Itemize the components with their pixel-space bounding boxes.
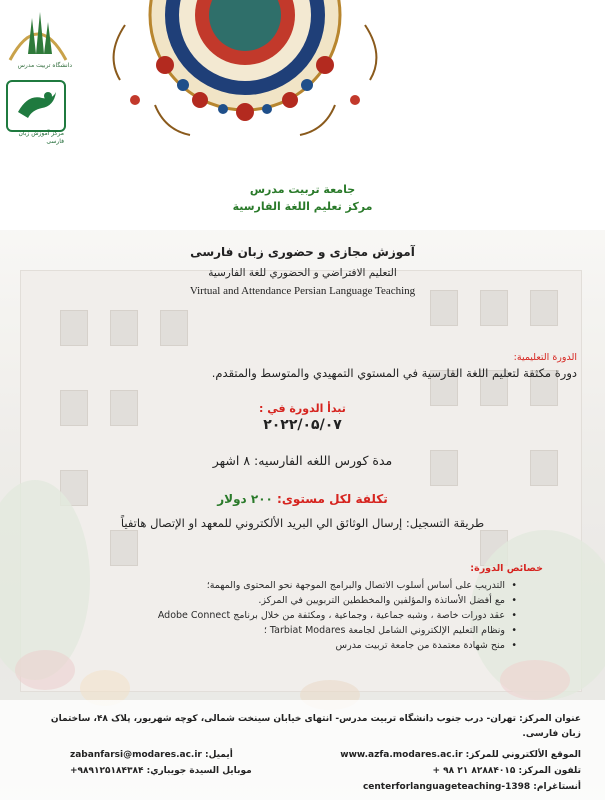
list-item: • ونظام التعليم الإلكتروني الشامل لجامعة Tarbiat Modares ؛ [47, 623, 517, 638]
heading-persian: آموزش مجازی و حضوری زبان فارسی [190, 245, 415, 259]
features-list [47, 578, 517, 653]
cost-label: تكلفة لكل مستوى: [277, 492, 388, 506]
email-line [70, 750, 233, 760]
mobile-line [70, 766, 252, 776]
university-name: جامعة تربيت مدرس [249, 183, 356, 196]
cost-value: ۲۰۰ دولار [217, 492, 273, 506]
university-logo-text: دانشگاه تربیت مدرس [17, 62, 72, 69]
list-item: • التدريب على أساس أسلوب الاتصال والبرامج الموجهة نحو المحتوى والمهمة؛ [47, 578, 517, 593]
instagram-label: أنستاغرام: [533, 782, 581, 792]
address-label: عنوان المركز: [519, 714, 581, 724]
start-date: ۲۰۲۲/۰۵/۰۷ [263, 417, 342, 433]
phone-line [432, 766, 581, 776]
instagram-line [363, 782, 581, 792]
phone-label: تلفون المركز: [518, 766, 581, 776]
course-description: دورة مكثفة لتعليم اللغة الفارسية في المستوي التمهيدي والمتوسط والمتقدم. [211, 366, 577, 380]
address-value: تهران- درب جنوب دانشگاه تربیت مدرس- انتهای خیابان سینخت شمالی، کوچه شهریور، پلاک ۴۸، ساختمان [50, 714, 516, 724]
university-logo-icon [4, 4, 72, 64]
center-logo-icon [6, 80, 66, 132]
mobile-value: +۹۸۹۱۲۵۱۸۴۳۸۴ [70, 766, 144, 776]
start-label: تبدأ الدورة في : [259, 402, 346, 415]
course-label: الدورة التعليمية: [513, 352, 577, 363]
email-link[interactable]: zabanfarsi@modares.ac.ir [70, 750, 202, 760]
heading-english: Virtual and Attendance Persian Language Teaching [189, 285, 416, 297]
cost-line [0, 492, 605, 506]
persian-ornament-icon [95, 0, 395, 145]
address-line-2: زبان فارسی. [522, 729, 581, 739]
list-item: • عقد دورات خاصة ، وشبه جماعية ، وجماعية ، ومكثفة من خلال برنامج Adobe Connect [47, 608, 517, 623]
features-title: خصائص الدورة: [470, 563, 543, 574]
registration-method: طريقة التسجيل: إرسال الوثائق الي البريد الألكتروني للمعهد او الإتصال هاتفياً [120, 516, 485, 530]
email-label: أيميل: [205, 750, 233, 760]
mobile-label: موبايل السيدة جويباري: [146, 766, 252, 776]
instagram-handle[interactable]: centerforlanguageteaching-1398 [362, 782, 531, 792]
website-line [340, 750, 581, 760]
center-logo-text: مرکز آموزش زبان فارسی [18, 130, 64, 145]
list-item: • مع أفضل الأساتذة والمؤلفين والمخططين التربويين في المركز. [47, 593, 517, 608]
center-name: مركز تعليم اللغة الفارسية [232, 200, 373, 213]
website-link[interactable]: www.azfa.modares.ac.ir [340, 750, 463, 760]
address-line [51, 714, 581, 724]
website-label: الموقع الألكتروني للمركز: [465, 750, 581, 760]
list-item: • منح شهادة معتمدة من جامعة تربيت مدرس [47, 638, 517, 653]
heading-arabic: التعليم الافتراضي و الحضوري للغة الفارسية [208, 267, 397, 279]
course-duration: مدة كورس اللغه الفارسيه: ۸ اشهر [212, 453, 393, 468]
phone-value: + ۹۸ ۲۱ ۸۲۸۸۴۰۱۵ [432, 766, 516, 776]
